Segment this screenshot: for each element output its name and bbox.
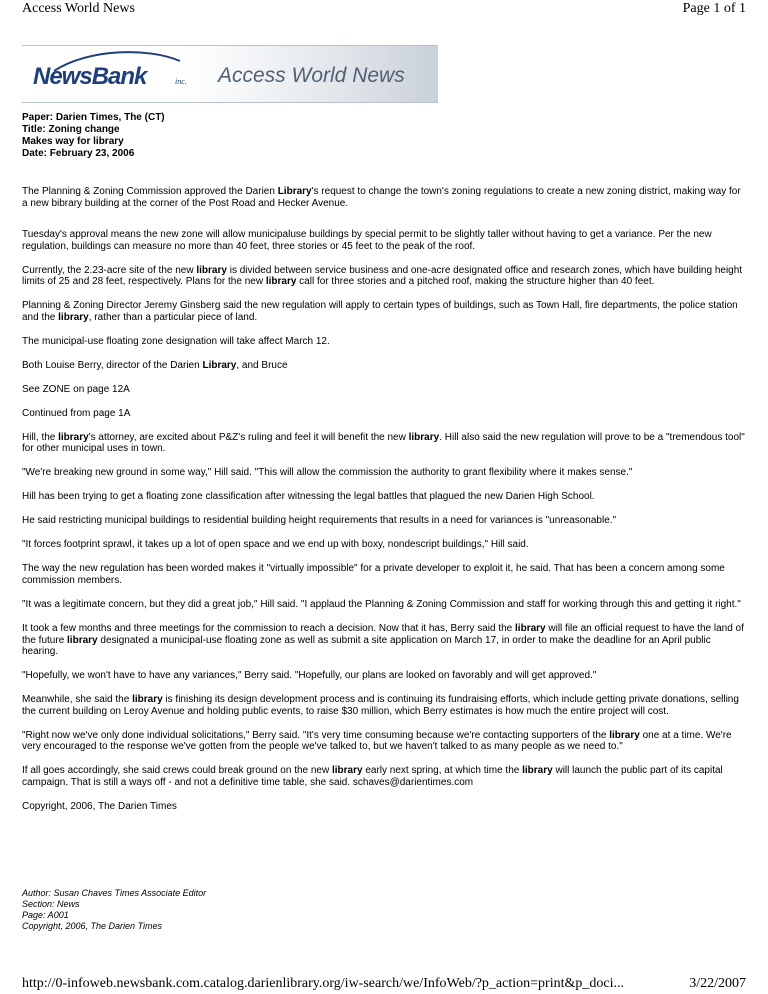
footer-copyright: Copyright, 2006, The Darien Times xyxy=(22,921,162,931)
meta-title: Title: Zoning change xyxy=(22,124,120,135)
meta-date: Date: February 23, 2006 xyxy=(22,148,135,159)
paragraph: Currently, the 2.23-acre site of the new library is divided between service business and one-acre designated office and research zones, which have building height limits of 25 and 28 feet, respectively. Plans for the new library call for three stories and a pitched roof, making the structure higher than 40 feet. xyxy=(22,264,743,288)
paragraph: Hill has been trying to get a floating zone classification after witnessing the legal battles that plagued the new Darien High School. xyxy=(22,491,595,503)
paragraph: Both Louise Berry, director of the Darien Library, and Bruce xyxy=(22,359,288,371)
logo-inc: inc. xyxy=(175,77,187,86)
print-header-page: Page 1 of 1 xyxy=(682,1,746,16)
article-meta xyxy=(22,112,165,160)
paragraph: See ZONE on page 12A xyxy=(22,383,130,395)
print-footer-date: 3/22/2007 xyxy=(689,976,746,991)
paragraph: The Planning & Zoning Commission approved the Darien Library's request to change the town's zoning regulations to create a new zoning district, making way for a new bibrary building at the corner of the Post Road and Hecker Avenue. xyxy=(22,186,741,209)
paragraph: The way the new regulation has been worded makes it "virtually impossible" for a private developer to exploit it, he said. That has been a concern among some commission members. xyxy=(22,563,725,586)
newsbank-logo-banner xyxy=(22,45,438,103)
paragraph: He said restricting municipal buildings to residential building height requirements that results in a need for variances is "unreasonable." xyxy=(22,515,617,527)
paragraph: Planning & Zoning Director Jeremy Ginsberg said the new regulation will apply to certain types of buildings, such as Town Hall, fire departments, the police station and the library, rather than a particular piece of land. xyxy=(22,300,738,323)
meta-paper: Paper: Darien Times, The (CT) xyxy=(22,112,165,123)
paragraph: Continued from page 1A xyxy=(22,407,131,419)
meta-subtitle: Makes way for library xyxy=(22,136,124,147)
article-body xyxy=(22,186,746,825)
paragraph: The municipal-use floating zone designation will take affect March 12. xyxy=(22,335,330,347)
footer-page: Page: A001 xyxy=(22,910,69,920)
paragraph: Hill, the library's attorney, are excited about P&Z's ruling and feel it will benefit the new library. Hill also said the new regulation will prove to be a "tremendous tool" for other municipal uses in town. xyxy=(22,431,745,455)
paragraph: "Hopefully, we won't have to have any variances," Berry said. "Hopefully, our plans are looked on favorably and will get approved." xyxy=(22,670,597,682)
paragraph: Meanwhile, she said the library is finishing its design development process and is continuing its fundraising efforts, which include getting private donations, selling the current building on Leroy Avenue and holding public events, to raise $30 million, which Berry estimates is how much the entire project will cost. xyxy=(22,694,739,717)
paragraph: "It forces footprint sprawl, it takes up a lot of open space and we end up with boxy, nondescript buildings," Hill said. xyxy=(22,539,529,551)
paragraph: It took a few months and three meetings for the commission to reach a decision. Now that it has, Berry said the library will file an official request to have the land of the future library designated a municipal-use floating zone as well as submit a site application on March 17, in order to make the deadline for an April public hearing. xyxy=(22,622,744,658)
footer-section: Section: News xyxy=(22,899,80,909)
logo-product-name: Access World News xyxy=(218,64,405,87)
paragraph: "We're breaking new ground in some way," Hill said. "This will allow the commission the authority to grant flexibility where it makes sense." xyxy=(22,467,633,479)
article-footer-meta xyxy=(22,888,206,932)
print-footer-url: http://0-infoweb.newsbank.com.catalog.darienlibrary.org/iw-search/we/InfoWeb/?p_action=print&p_doci... xyxy=(22,976,624,991)
footer-author: Author: Susan Chaves Times Associate Editor xyxy=(22,888,207,898)
paragraph: "Right now we've only done individual solicitations," Berry said. "It's very time consuming because we're contacting supporters of the library one at a time. We're very encouraged to the response we've gotten from the people we've talked to, but we haven't talked to as many people as we need to." xyxy=(22,729,732,753)
paragraph: Tuesday's approval means the new zone will allow municipaluse buildings by special permit to be slightly taller without having to get a variance. Per the new regulation, buildings can measure no more than 40 feet, three stories or 45 feet to the peak of the roof. xyxy=(22,229,712,252)
article-copyright: Copyright, 2006, The Darien Times xyxy=(22,800,177,812)
paragraph: "It was a legitimate concern, but they did a great job," Hill said. "I applaud the Planning & Zoning Commission and staff for working through this and getting it right." xyxy=(22,598,741,610)
logo-brand: NewsBank xyxy=(33,63,147,90)
paragraph: If all goes accordingly, she said crews could break ground on the new library early next spring, at which time the library will launch the public part of its capital campaign. That is still a ways off - and not a definitive time table, she said. schaves@darientimes.com xyxy=(22,765,723,788)
print-header-title: Access World News xyxy=(22,1,135,16)
